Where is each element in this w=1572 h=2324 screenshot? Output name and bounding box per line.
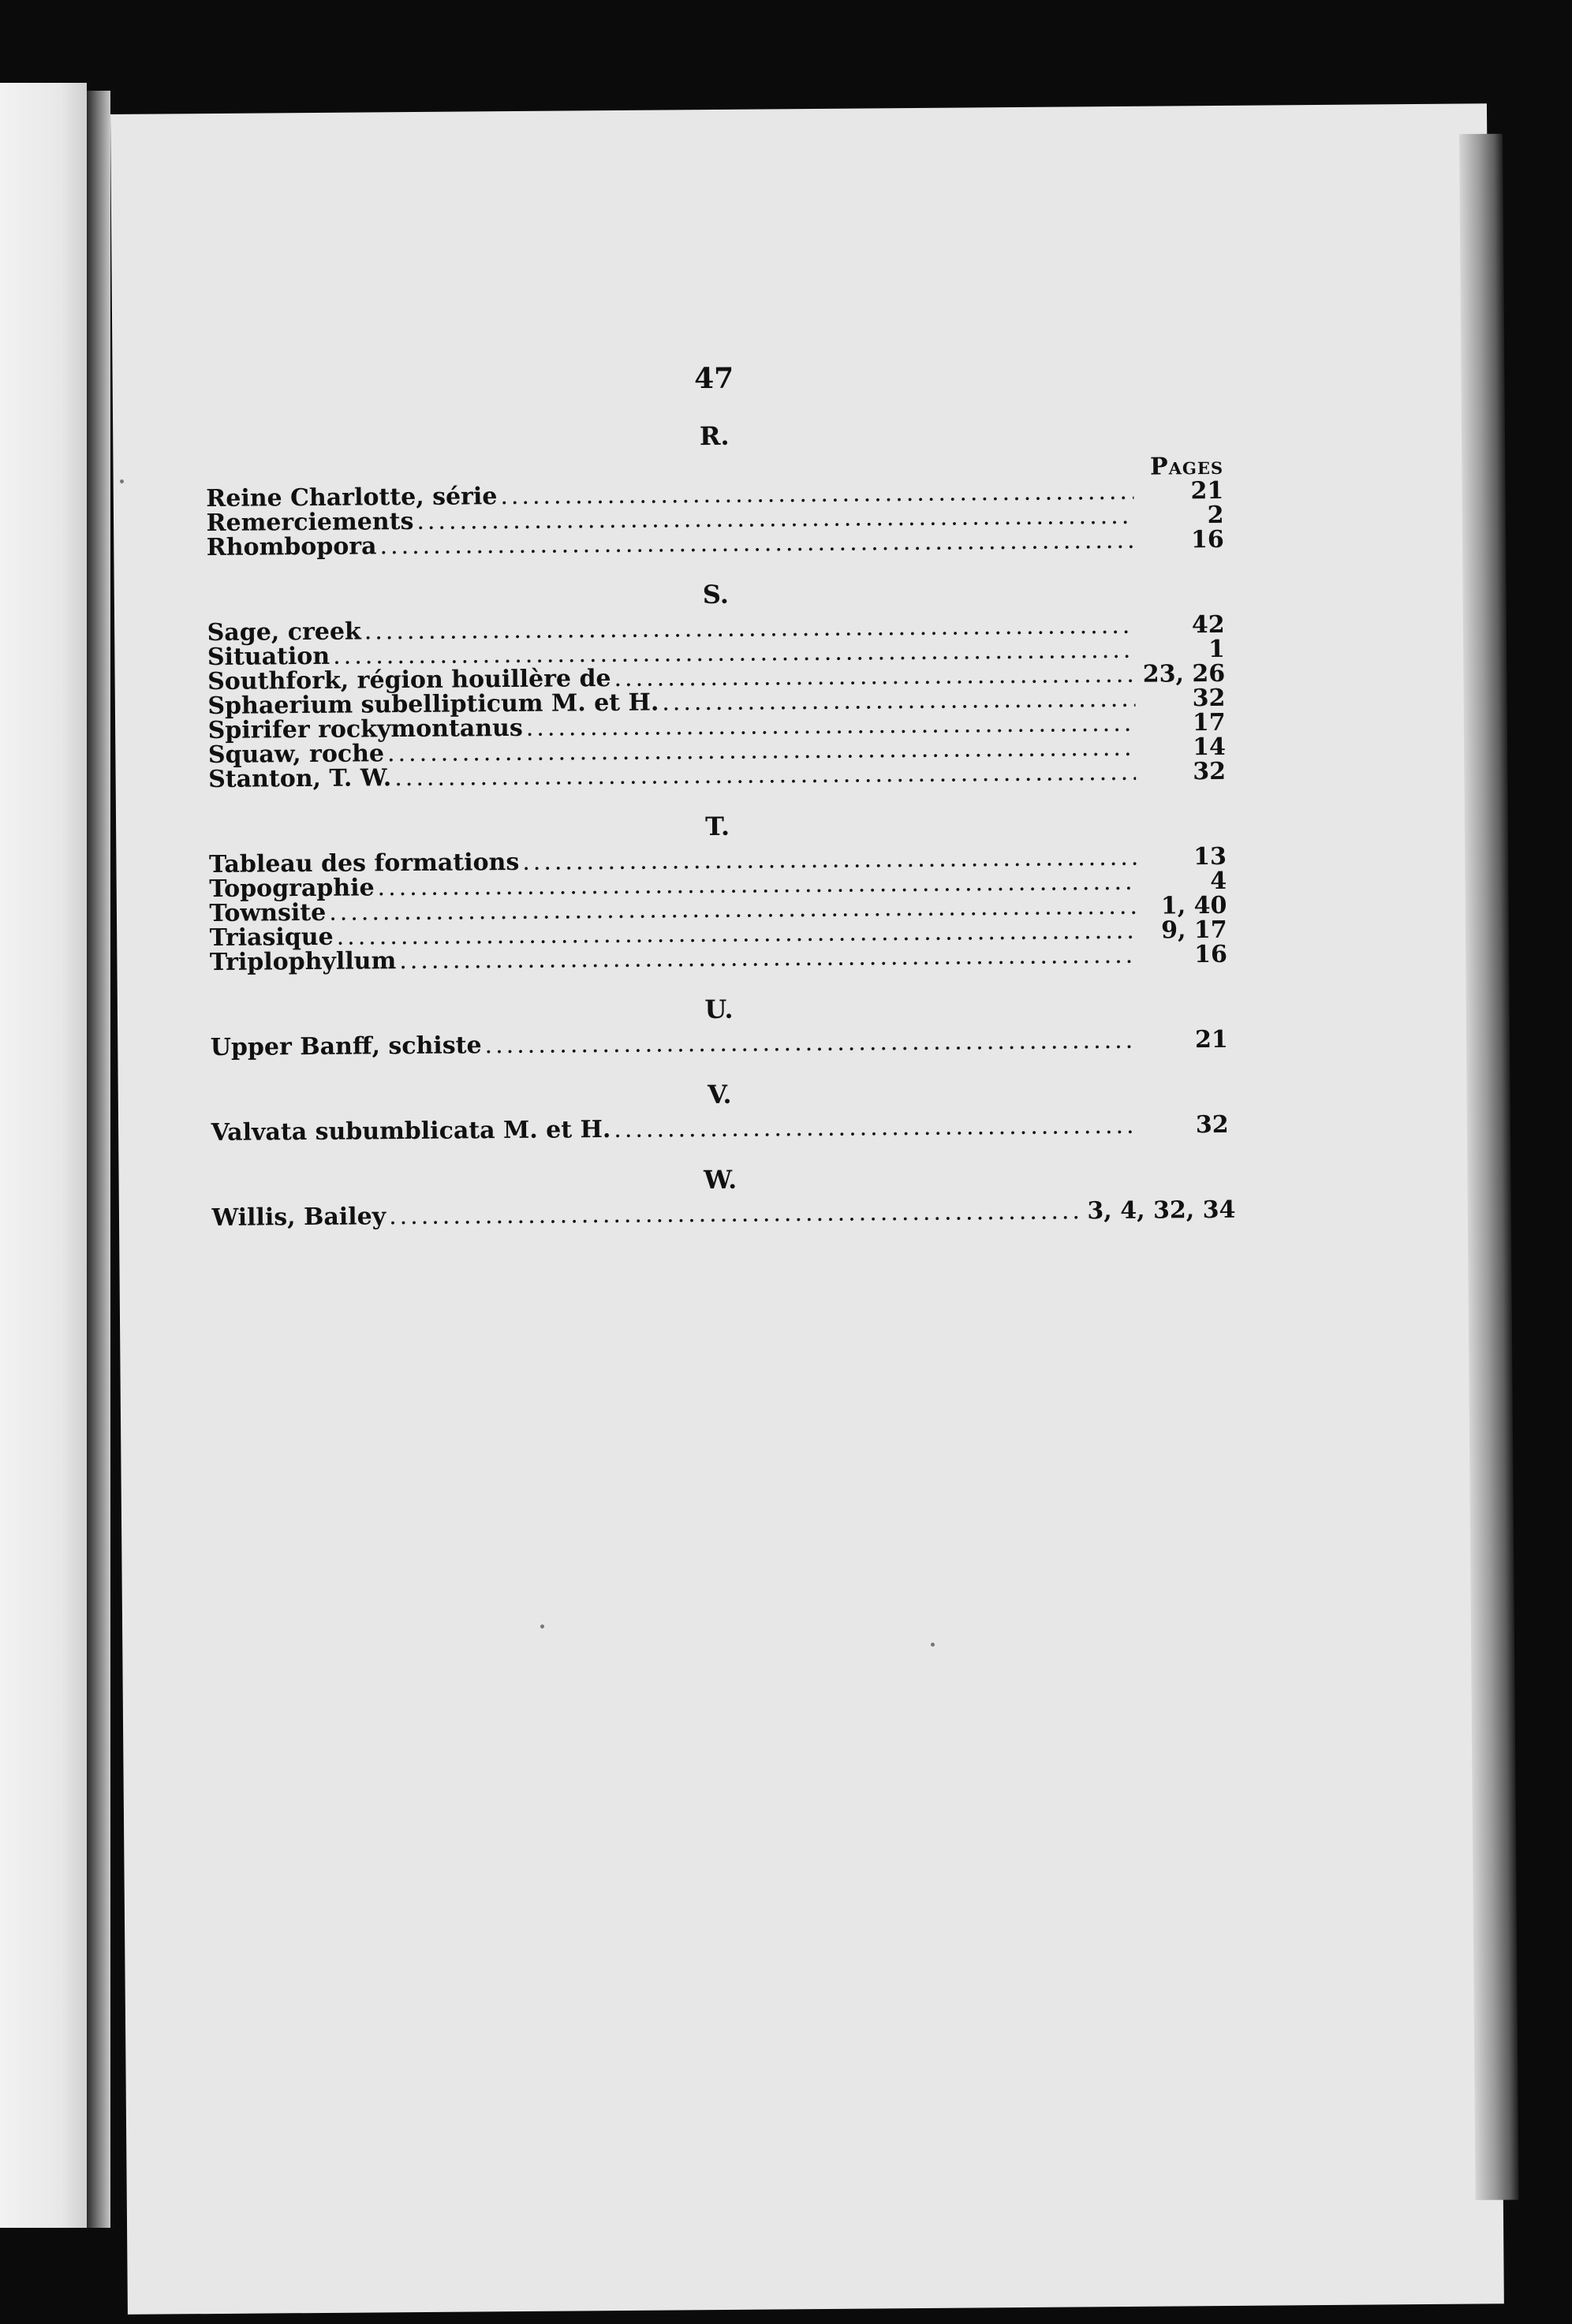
entry-pages: 1, 40: [1160, 891, 1227, 920]
entry-label: Willis, Bailey: [211, 1203, 386, 1232]
entry-label: Sage, creek: [207, 617, 361, 647]
dot-leader: [662, 687, 1135, 715]
entry-pages: 13: [1193, 842, 1227, 871]
entry-label: Stanton, T. W.: [208, 764, 392, 793]
section-letter-r: R.: [699, 420, 730, 452]
entry-label: Valvata subumblicata M. et H.: [211, 1115, 611, 1147]
entry-label: Triplophyllum: [209, 947, 397, 976]
entry-label: Triasique: [209, 923, 334, 952]
entry-pages: 16: [1194, 940, 1228, 969]
dot-leader: [484, 1028, 1137, 1058]
entry-pages: 1: [1208, 635, 1226, 664]
entry-label: Remerciements: [206, 507, 414, 537]
entry-pages: 32: [1192, 684, 1226, 713]
dot-leader: [614, 662, 1135, 691]
entry-label: Rhombopora: [206, 532, 377, 561]
section-letter-w: W.: [703, 1164, 737, 1196]
entry-label: Sphaerium subellipticum M. et H.: [207, 688, 659, 720]
entry-pages: 42: [1191, 610, 1225, 640]
index-content: [205, 355, 1236, 1232]
entry-pages: 9, 17: [1161, 916, 1227, 945]
facing-page-edge: [0, 83, 87, 2228]
entry-pages: 2: [1207, 501, 1224, 530]
dot-leader: [614, 1114, 1139, 1142]
section-letter-s: S.: [702, 579, 730, 610]
entry-label: Squaw, roche: [207, 740, 385, 769]
entry-pages: 16: [1190, 525, 1224, 554]
scan-speck: [931, 1643, 935, 1647]
entry-pages: 17: [1192, 708, 1226, 737]
entry-label: Reine Charlotte, série: [206, 483, 498, 513]
book-gutter: [87, 91, 110, 2228]
entry-label: Situation: [207, 642, 330, 671]
section-letter-u: U.: [704, 994, 734, 1025]
entry-pages: 32: [1193, 757, 1227, 786]
section-letter-t: T.: [705, 811, 730, 842]
section-letter-v: V.: [707, 1079, 732, 1110]
entry-label: Southfork, région houillère de: [207, 664, 611, 696]
entry-pages: 21: [1190, 476, 1224, 505]
entry-label: Townsite: [209, 898, 327, 927]
entry-pages: 21: [1194, 1025, 1228, 1054]
entry-pages: 3, 4, 32, 34: [1087, 1196, 1236, 1225]
entry-pages: 23, 26: [1142, 659, 1226, 688]
entry-label: Upper Banff, schiste: [210, 1031, 482, 1061]
entry-label: Spirifer rockymontanus: [207, 714, 523, 744]
entry-label: Tableau des formations: [208, 848, 520, 878]
entry-pages: 4: [1210, 867, 1227, 896]
entry-label: Topographie: [209, 874, 375, 903]
entry-pages: 32: [1195, 1110, 1229, 1140]
scan-speck: [120, 479, 124, 483]
page-number: 47: [693, 361, 734, 396]
entry-pages: 14: [1192, 733, 1227, 762]
scan-speck: [540, 1625, 544, 1628]
pages-column-header: Pages: [1149, 452, 1224, 481]
